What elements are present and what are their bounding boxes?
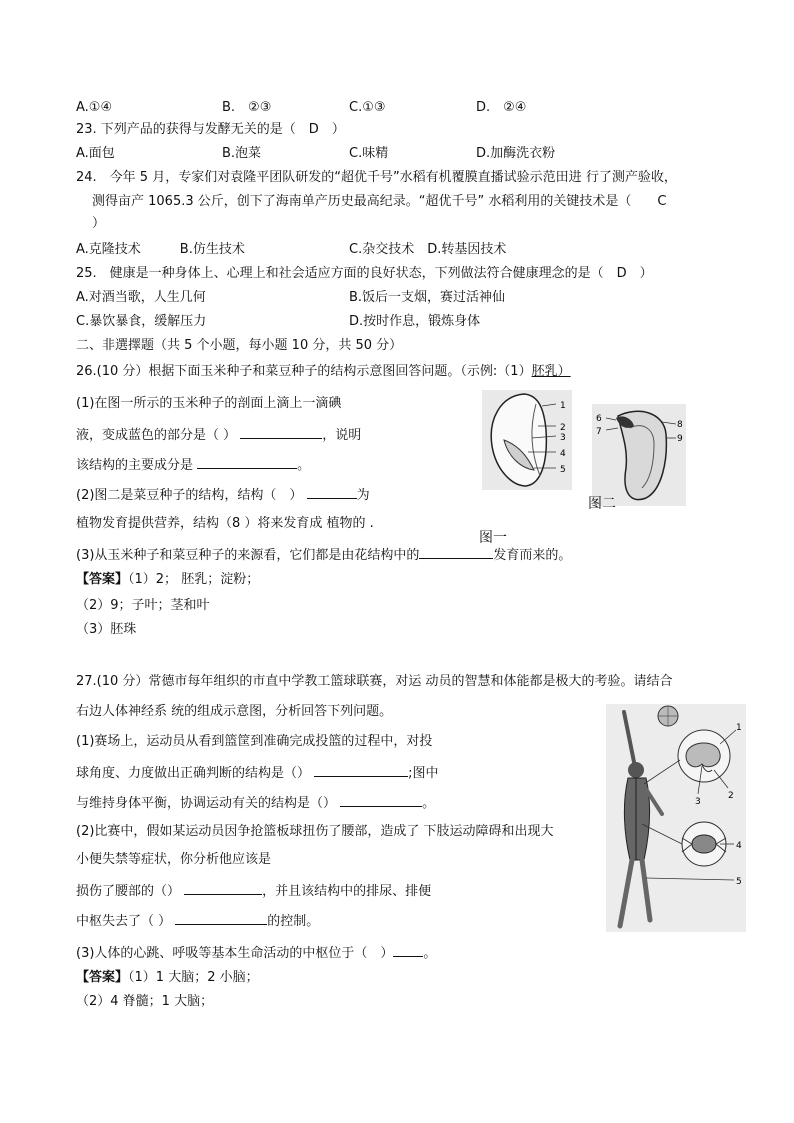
q26-p1-line3: [76, 454, 310, 476]
q27-p1-line3-tail: 。: [422, 796, 436, 811]
q27-answer-2: （2）4 脊髓；1 大脑；: [76, 994, 214, 1009]
q25-option-b: B.饭后一支烟，赛过活神仙: [349, 290, 506, 305]
fig1-label-5: 5: [560, 465, 566, 475]
q27-blank-4[interactable]: [175, 910, 267, 925]
q27-blank-5[interactable]: [393, 942, 423, 957]
q26-answer-2: （2）9；子叶；茎和叶: [76, 598, 210, 613]
q27-answer-1: [76, 968, 259, 988]
q25-option-c: C.暴饮暴食，缓解压力: [76, 314, 207, 329]
q26-example: 胚乳）: [531, 364, 571, 379]
q26-p1-line2-tail: ，说明: [322, 428, 362, 443]
q27-p1-line1: (1)赛场上，运动员从看到篮筐到准确完成投篮的过程中，对投: [76, 734, 433, 749]
q26-p3-tail: 发育而来的。: [493, 548, 572, 563]
q26-blank-2[interactable]: [197, 454, 297, 469]
q26-p1-line2-text: 液，变成蓝色的部分是（ ）: [76, 428, 237, 443]
fig1-caption: 图一: [479, 530, 507, 546]
q26-p1-line2: [76, 424, 361, 446]
q24-options-cd: C.杂交技术 D.转基因技术: [349, 242, 507, 257]
q27-p2-line3: [76, 880, 431, 902]
fig3-label-2: 2: [728, 791, 734, 801]
fig2-caption: 图二: [588, 496, 616, 512]
q27-p2-line4: [76, 910, 319, 932]
q26-p1-line1: (1)在图一所示的玉米种子的剖面上滴上一滴碘: [76, 396, 342, 411]
nervous-system-figure: [606, 704, 746, 932]
q26-answer-3: （3）胚珠: [76, 622, 137, 637]
q24-stem-line2: 测得亩产 1065.3 公斤，创下了海南单产历史最高纪录。“超优千号” 水稻利用的关键技术是（ C: [92, 194, 667, 209]
fig1-label-3: 3: [560, 433, 566, 443]
q27-blank-2[interactable]: [340, 792, 422, 807]
q26-blank-1[interactable]: [240, 424, 322, 439]
player-head: [628, 762, 644, 778]
q27-answer-label: 【答案】: [76, 970, 129, 985]
fig2-label-6: 6: [596, 414, 602, 424]
q27-p2-line2: 小便失禁等症状，你分析他应该是: [76, 852, 272, 867]
q27-blank-1[interactable]: [314, 762, 408, 777]
q23-option-a: A.面包: [76, 146, 115, 161]
q25-stem: 25. 健康是一种身体上、心理上和社会适应方面的良好状态，下列做法符合健康理念的是（ D ）: [76, 266, 653, 281]
q27-p1-line2-text: 球角度、力度做出正确判断的结构是（）: [76, 766, 311, 781]
q23-option-b: B.泡菜: [222, 146, 262, 161]
q25-option-d: D.按时作息，锻炼身体: [349, 314, 481, 329]
q27-p2-line3-text: 损伤了腰部的（）: [76, 884, 181, 899]
q23-stem: 23. 下列产品的获得与发酵无关的是（ D ）: [76, 122, 345, 137]
fig3-label-1: 1: [736, 723, 742, 733]
q27-p2-line3-tail: ，并且该结构中的排尿、排便: [262, 884, 432, 899]
q27-p1-line3-text: 与维持身体平衡，协调运动有关的结构是（）: [76, 796, 337, 811]
q27-p3: [76, 942, 436, 964]
q25-option-a: A.对酒当歌，人生几何: [76, 290, 206, 305]
q23-option-d: D.加酶洗衣粉: [476, 146, 556, 161]
q27-p2-line4-tail: 的控制。: [267, 914, 320, 929]
q27-p1-line2-tail: ;图中: [408, 766, 439, 781]
fig2-label-7: 7: [596, 427, 602, 437]
q26-stem: [76, 362, 571, 382]
fig3-label-4: 4: [736, 841, 742, 851]
fig2-label-8: 8: [677, 420, 683, 430]
bean-seed-figure: [592, 404, 686, 506]
q27-answer-1-text: （1）1 大脑；2 小脑；: [128, 970, 259, 985]
q26-p2-line1-tail: 为: [356, 488, 370, 503]
q26-p2-line1: [76, 484, 370, 506]
q26-p1-line3-text: 该结构的主要成分是: [76, 458, 194, 473]
section-title: 二、非選擇题（共 5 个小题，每小题 10 分，共 50 分）: [76, 338, 403, 353]
q27-stem-line2: 右边人体神经系 统的组成示意图，分析回答下列问题。: [76, 704, 393, 719]
q24-stem-line3: ）: [92, 216, 106, 231]
q22-option-a: A.①④: [76, 100, 113, 115]
brain-drawing: [686, 743, 720, 767]
q27-p2-line4-text: 中枢失去了（ ）: [76, 914, 172, 929]
q27-p1-line2: [76, 762, 439, 784]
fig3-label-3: 3: [695, 797, 701, 807]
corn-seed-figure: [482, 390, 572, 490]
q22-option-c: C.①③: [349, 100, 386, 115]
q26-blank-3[interactable]: [307, 484, 357, 499]
spinal-cord-section: [692, 835, 716, 853]
q26-answer-1: [76, 570, 259, 590]
q27-p3-tail: 。: [423, 946, 437, 961]
fig1-label-2: 2: [560, 423, 566, 433]
q26-p2-line1-text: (2)图二是菜豆种子的结构，结构（ ）: [76, 488, 303, 503]
q26-p3-text: (3)从玉米种子和菜豆种子的来源看，它们都是由花结构中的: [76, 548, 420, 563]
q22-option-b: B. ②③: [222, 100, 272, 115]
q26-p2-line2: 植物发育提供营养，结构（8 ）将来发育成 植物的 .: [76, 516, 374, 531]
fig1-label-1: 1: [560, 401, 566, 411]
q26-answer-1-text: （1）2； 胚乳；淀粉；: [128, 572, 260, 587]
fig3-label-5: 5: [736, 877, 742, 887]
q24-options-ab: A.克隆技术 B.仿生技术: [76, 242, 245, 257]
q24-stem-line1: 24. 今年 5 月，专家们对袁隆平团队研发的“超优千号”水稻有机覆膜直播试验示范田进 行了测产验收，: [76, 170, 677, 185]
q27-p1-line3: [76, 792, 435, 814]
q27-p3-text: (3)人体的心跳、呼吸等基本生命活动的中枢位于（ ）: [76, 946, 394, 961]
q27-stem-line1: 27.(10 分）常德市每年组织的市直中学教工篮球联赛，对运 动员的智慧和体能都是极大的考验。请结合: [76, 674, 673, 689]
q26-stem-text: 26.(10 分）根据下面玉米种子和菜豆种子的结构示意图回答问题。（示例:（1）: [76, 364, 532, 379]
fig1-label-4: 4: [560, 449, 566, 459]
q27-blank-3[interactable]: [184, 880, 262, 895]
q27-p2-line1: (2)比赛中，假如某运动员因争抢篮板球扭伤了腰部，造成了 下肢运动障碍和出现大: [76, 824, 554, 839]
fig2-label-9: 9: [677, 434, 683, 444]
q22-option-d: D. ②④: [476, 100, 527, 115]
q26-p1-line3-tail: 。: [297, 458, 311, 473]
q23-option-c: C.味精: [349, 146, 389, 161]
q26-answer-label: 【答案】: [76, 572, 129, 587]
